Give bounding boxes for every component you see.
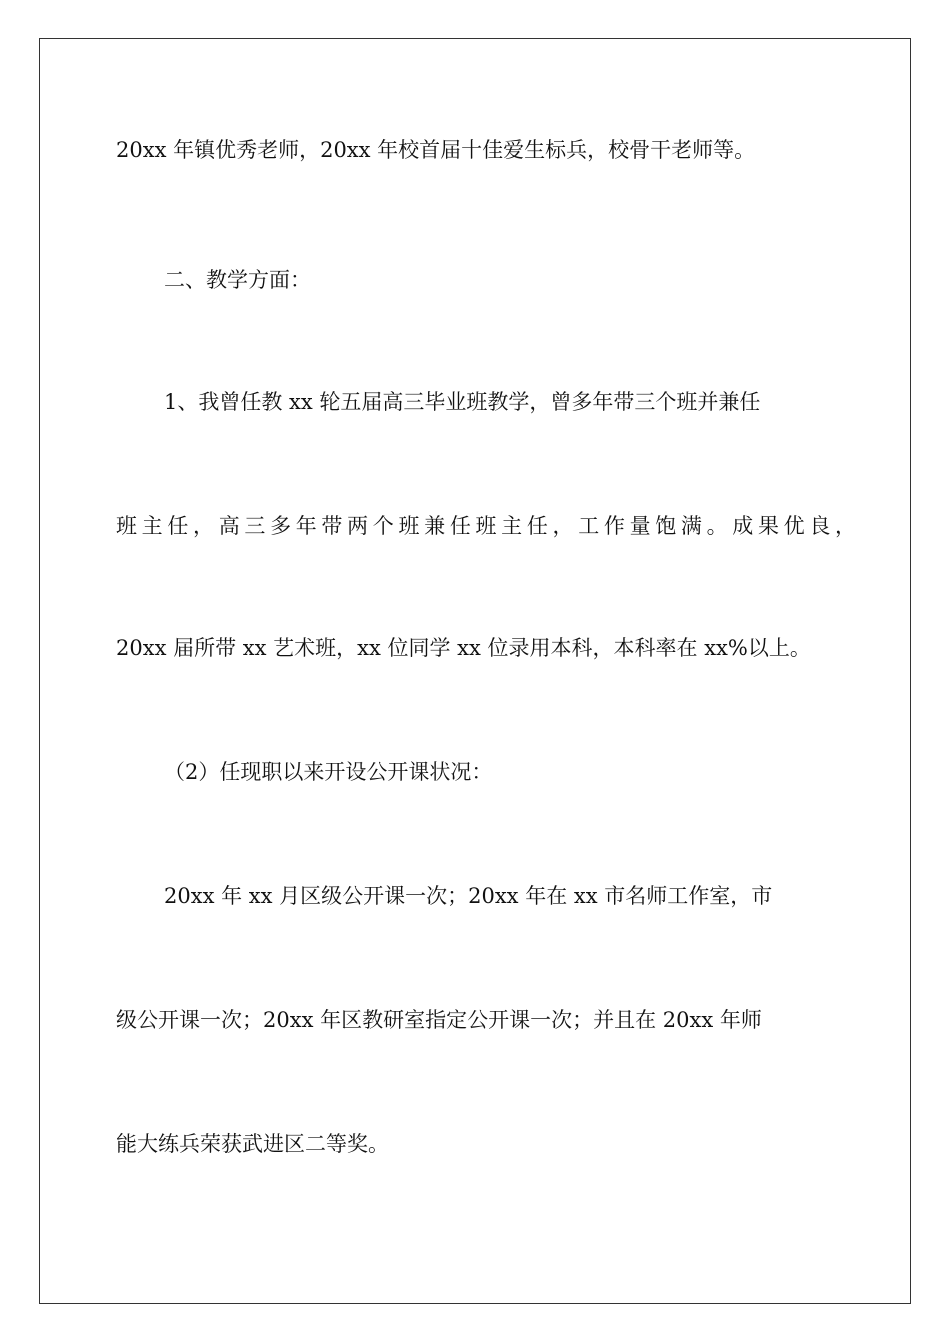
text-line-public-lessons-2: 级公开课一次；20xx 年区教研室指定公开课一次；并且在 20xx 年师 <box>116 1008 762 1032</box>
text-line-honors: 20xx 年镇优秀老师，20xx 年校首届十佳爱生标兵，校骨干老师等。 <box>116 138 756 162</box>
page-border <box>39 38 911 1304</box>
text-line-item1-result: 20xx 届所带 xx 艺术班，xx 位同学 xx 位录用本科，本科率在 xx%以上。 <box>116 636 811 660</box>
subheading-public-lessons: （2）任现职以来开设公开课状况： <box>164 760 493 784</box>
text-line-item1-continued: 班主任，高三多年带两个班兼任班主任，工作量饱满。成果优良， <box>116 514 856 538</box>
text-line-item1-start: 1、我曾任教 xx 轮五届高三毕业班教学，曾多年带三个班并兼任 <box>164 390 761 414</box>
text-line-award: 能大练兵荣获武进区二等奖。 <box>116 1132 389 1156</box>
section-heading-teaching: 二、教学方面： <box>164 268 311 292</box>
text-line-public-lessons-1: 20xx 年 xx 月区级公开课一次；20xx 年在 xx 市名师工作室，市 <box>164 884 773 908</box>
